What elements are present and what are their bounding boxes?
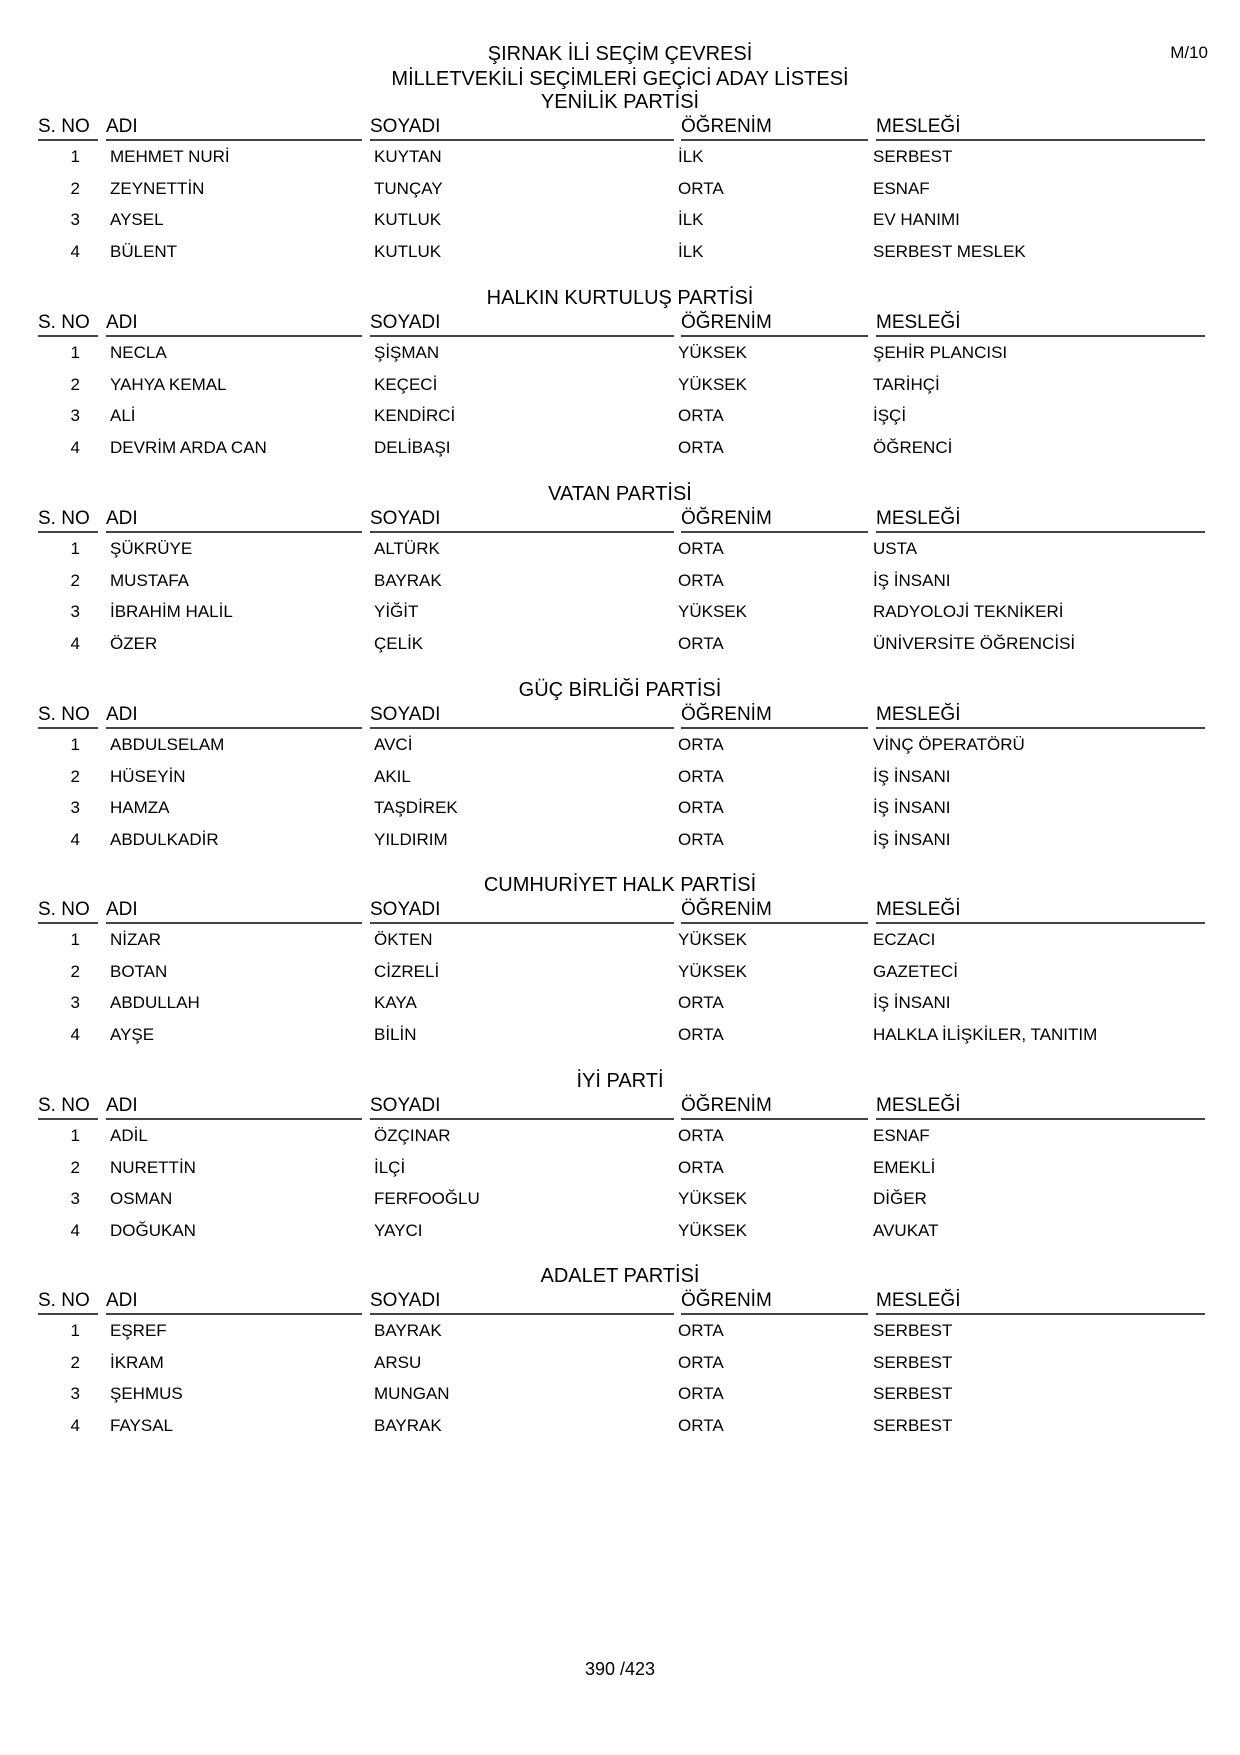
cell-soyadi: KUYTAN [374, 147, 442, 166]
cell-ogrenim: ORTA [678, 1126, 724, 1145]
table-header [38, 1094, 1205, 1120]
table-row [38, 824, 1205, 856]
cell-soyadi: KAYA [374, 993, 417, 1012]
cell-ogrenim: İLK [678, 241, 704, 261]
page-separator: / [614, 1659, 625, 1679]
cell-adi: EŞREF [110, 1321, 167, 1340]
cell-sno: 1 [70, 343, 80, 362]
cell-soyadi: KEÇECİ [374, 374, 438, 394]
cell-adi: İBRAHİM HALİL [110, 602, 233, 621]
table-row [38, 596, 1205, 628]
cell-adi: İKRAM [110, 1352, 164, 1372]
header-sno: S. NO [38, 507, 98, 533]
table-header [38, 898, 1205, 924]
table-row [38, 792, 1205, 824]
cell-ogrenim: ORTA [678, 1384, 724, 1403]
cell-ogrenim: ORTA [678, 633, 724, 653]
header-meslegi: MESLEĞİ [876, 703, 1205, 729]
cell-ogrenim: İLK [678, 147, 704, 166]
cell-soyadi: KUTLUK [374, 210, 442, 229]
cell-meslegi: İŞ İNSANI [873, 993, 951, 1012]
cell-adi: ADİL [110, 1126, 148, 1145]
cell-soyadi: ALTÜRK [374, 539, 440, 558]
cell-soyadi: YİĞİT [374, 602, 419, 621]
cell-soyadi: ÖKTEN [374, 930, 433, 949]
cell-soyadi: TUNÇAY [374, 178, 443, 198]
cell-sno: 2 [70, 178, 80, 198]
header-ogrenim: ÖĞRENİM [681, 311, 868, 337]
table-row [38, 533, 1205, 565]
table-header [38, 703, 1205, 729]
cell-soyadi: AKIL [374, 766, 411, 786]
cell-sno: 1 [70, 1321, 80, 1340]
cell-meslegi: ŞEHİR PLANCISI [873, 343, 1008, 362]
cell-meslegi: EMEKLİ [873, 1157, 936, 1177]
cell-adi: AYŞE [110, 1024, 155, 1044]
cell-meslegi: İŞ İNSANI [873, 798, 951, 817]
cell-adi: MUSTAFA [110, 570, 190, 590]
cell-adi: ABDULLAH [110, 993, 200, 1012]
header-soyadi: SOYADI [370, 311, 674, 337]
cell-ogrenim: ORTA [678, 1415, 724, 1435]
party-name: ADALET PARTİSİ [540, 1265, 700, 1287]
party-section [38, 89, 1205, 267]
cell-soyadi: AVCİ [374, 735, 413, 754]
cell-adi: ABDULKADİR [110, 829, 219, 849]
cell-sno: 3 [70, 602, 80, 621]
cell-meslegi: EV HANIMI [873, 210, 960, 229]
cell-sno: 4 [70, 1220, 80, 1240]
cell-soyadi: TAŞDİREK [374, 798, 458, 817]
cell-ogrenim: YÜKSEK [678, 1220, 747, 1240]
header-soyadi: SOYADI [370, 115, 674, 141]
cell-ogrenim: ORTA [678, 437, 724, 457]
cell-ogrenim: ORTA [678, 1024, 724, 1044]
header-soyadi: SOYADI [370, 1289, 674, 1315]
cell-ogrenim: ORTA [678, 1157, 724, 1177]
total-pages: 423 [625, 1659, 656, 1679]
cell-soyadi: YILDIRIM [374, 829, 448, 849]
header-soyadi: SOYADI [370, 898, 674, 924]
cell-sno: 3 [70, 1189, 80, 1208]
cell-sno: 1 [70, 539, 80, 558]
cell-adi: NİZAR [110, 930, 161, 949]
party-section [38, 1263, 1205, 1441]
table-row [38, 204, 1205, 236]
page-number: 390 [584, 1659, 615, 1679]
cell-adi: ÖZER [110, 633, 158, 653]
table-row [38, 1183, 1205, 1215]
table-row [38, 141, 1205, 173]
table-row [38, 1215, 1205, 1247]
cell-soyadi: ÖZÇINAR [374, 1126, 451, 1145]
header-adi: ADI [106, 507, 362, 533]
cell-sno: 1 [70, 735, 80, 754]
cell-sno: 2 [70, 570, 80, 590]
cell-meslegi: USTA [873, 539, 918, 558]
cell-ogrenim: ORTA [678, 829, 724, 849]
header-adi: ADI [106, 898, 362, 924]
cell-soyadi: İLÇİ [374, 1157, 406, 1177]
cell-ogrenim: ORTA [678, 1321, 724, 1340]
header-meslegi: MESLEĞİ [876, 898, 1205, 924]
cell-adi: AYSEL [110, 210, 164, 229]
table-row [38, 1019, 1205, 1051]
cell-adi: YAHYA KEMAL [110, 374, 227, 394]
cell-meslegi: ÖĞRENCİ [873, 437, 953, 457]
cell-adi: BÜLENT [110, 241, 178, 261]
cell-adi: FAYSAL [110, 1415, 173, 1435]
table-header [38, 115, 1205, 141]
cell-meslegi: ESNAF [873, 1126, 930, 1145]
cell-meslegi: İŞ İNSANI [873, 829, 951, 849]
cell-soyadi: FERFOOĞLU [374, 1189, 480, 1208]
table-row [38, 1347, 1205, 1379]
party-section [38, 872, 1205, 1050]
header-ogrenim: ÖĞRENİM [681, 898, 868, 924]
cell-sno: 3 [70, 798, 80, 817]
cell-sno: 3 [70, 993, 80, 1012]
header-adi: ADI [106, 115, 362, 141]
cell-soyadi: ÇELİK [374, 633, 424, 653]
cell-sno: 4 [70, 1415, 80, 1435]
page-code: M/10 [1170, 43, 1208, 62]
title-line-2: MİLLETVEKİLİ SEÇİMLERİ GEÇİCİ ADAY LİSTESİ [391, 68, 849, 90]
header-adi: ADI [106, 1094, 362, 1120]
cell-adi: BOTAN [110, 961, 168, 981]
header-sno: S. NO [38, 311, 98, 337]
header-soyadi: SOYADI [370, 1094, 674, 1120]
cell-sno: 1 [70, 930, 80, 949]
cell-ogrenim: ORTA [678, 1352, 724, 1372]
cell-soyadi: YAYCI [374, 1220, 423, 1240]
cell-ogrenim: ORTA [678, 406, 724, 425]
cell-soyadi: BAYRAK [374, 1415, 442, 1435]
document-title [0, 42, 1240, 92]
header-sno: S. NO [38, 115, 98, 141]
header-ogrenim: ÖĞRENİM [681, 1094, 868, 1120]
cell-meslegi: ECZACI [873, 930, 936, 949]
cell-sno: 2 [70, 1352, 80, 1372]
cell-ogrenim: YÜKSEK [678, 930, 747, 949]
party-section [38, 1068, 1205, 1246]
cell-ogrenim: ORTA [678, 993, 724, 1012]
cell-meslegi: İŞ İNSANI [873, 766, 951, 786]
cell-meslegi: SERBEST [873, 147, 953, 166]
cell-soyadi: KUTLUK [374, 241, 442, 261]
cell-adi: ŞÜKRÜYE [110, 539, 193, 558]
header-adi: ADI [106, 311, 362, 337]
cell-sno: 3 [70, 210, 80, 229]
header-sno: S. NO [38, 703, 98, 729]
cell-soyadi: BAYRAK [374, 1321, 442, 1340]
table-header [38, 507, 1205, 533]
cell-ogrenim: ORTA [678, 735, 724, 754]
cell-meslegi: ESNAF [873, 178, 930, 198]
cell-adi: OSMAN [110, 1189, 173, 1208]
cell-ogrenim: YÜKSEK [678, 602, 747, 621]
cell-sno: 2 [70, 374, 80, 394]
table-row [38, 1152, 1205, 1184]
cell-meslegi: SERBEST [873, 1321, 953, 1340]
cell-sno: 4 [70, 437, 80, 457]
header-meslegi: MESLEĞİ [876, 507, 1205, 533]
cell-soyadi: BAYRAK [374, 570, 442, 590]
party-section [38, 285, 1205, 463]
cell-ogrenim: YÜKSEK [678, 374, 747, 394]
cell-ogrenim: İLK [678, 210, 704, 229]
header-adi: ADI [106, 703, 362, 729]
header-meslegi: MESLEĞİ [876, 115, 1205, 141]
cell-soyadi: CİZRELİ [374, 961, 440, 981]
header-meslegi: MESLEĞİ [876, 1289, 1205, 1315]
header-adi: ADI [106, 1289, 362, 1315]
table-row [38, 761, 1205, 793]
cell-adi: MEHMET NURİ [110, 147, 230, 166]
cell-meslegi: AVUKAT [873, 1220, 939, 1240]
table-header [38, 311, 1205, 337]
header-sno: S. NO [38, 1289, 98, 1315]
cell-sno: 3 [70, 1384, 80, 1403]
cell-soyadi: MUNGAN [374, 1384, 450, 1403]
cell-sno: 3 [70, 406, 80, 425]
cell-meslegi: TARİHÇİ [873, 374, 940, 394]
cell-adi: ŞEHMUS [110, 1384, 183, 1403]
party-name: İYİ PARTİ [576, 1070, 664, 1092]
cell-adi: DEVRİM ARDA CAN [110, 437, 267, 457]
cell-ogrenim: YÜKSEK [678, 961, 747, 981]
party-name: GÜÇ BİRLİĞİ PARTİSİ [518, 679, 722, 701]
cell-soyadi: KENDİRCİ [374, 406, 456, 425]
header-soyadi: SOYADI [370, 507, 674, 533]
cell-sno: 1 [70, 1126, 80, 1145]
table-row [38, 565, 1205, 597]
header-sno: S. NO [38, 1094, 98, 1120]
cell-ogrenim: YÜKSEK [678, 343, 747, 362]
header-sno: S. NO [38, 898, 98, 924]
cell-meslegi: ÜNİVERSİTE ÖĞRENCİSİ [873, 633, 1076, 653]
table-row [38, 924, 1205, 956]
cell-meslegi: SERBEST [873, 1415, 953, 1435]
cell-meslegi: HALKLA İLİŞKİLER, TANITIM [873, 1024, 1098, 1044]
cell-adi: NECLA [110, 343, 167, 362]
table-row [38, 400, 1205, 432]
table-row [38, 1378, 1205, 1410]
table-header [38, 1289, 1205, 1315]
cell-ogrenim: YÜKSEK [678, 1189, 747, 1208]
header-ogrenim: ÖĞRENİM [681, 1289, 868, 1315]
table-row [38, 1315, 1205, 1347]
party-section [38, 481, 1205, 659]
cell-adi: HAMZA [110, 798, 170, 817]
cell-sno: 1 [70, 147, 80, 166]
header-soyadi: SOYADI [370, 703, 674, 729]
cell-adi: ZEYNETTİN [110, 178, 205, 198]
cell-ogrenim: ORTA [678, 570, 724, 590]
header-ogrenim: ÖĞRENİM [681, 703, 868, 729]
table-row [38, 236, 1205, 268]
cell-ogrenim: ORTA [678, 798, 724, 817]
party-name: YENİLİK PARTİSİ [540, 91, 700, 113]
cell-soyadi: ARSU [374, 1352, 422, 1372]
cell-sno: 4 [70, 633, 80, 653]
table-row [38, 956, 1205, 988]
header-ogrenim: ÖĞRENİM [681, 115, 868, 141]
cell-meslegi: SERBEST MESLEK [873, 241, 1026, 261]
cell-sno: 2 [70, 961, 80, 981]
table-row [38, 729, 1205, 761]
header-meslegi: MESLEĞİ [876, 311, 1205, 337]
page-footer [0, 1659, 1240, 1680]
cell-meslegi: GAZETECİ [873, 961, 959, 981]
cell-ogrenim: ORTA [678, 539, 724, 558]
cell-adi: NURETTİN [110, 1157, 196, 1177]
table-row [38, 337, 1205, 369]
cell-ogrenim: ORTA [678, 178, 724, 198]
cell-meslegi: VİNÇ ÖPERATÖRÜ [873, 735, 1025, 754]
cell-meslegi: SERBEST [873, 1352, 953, 1372]
cell-meslegi: DİĞER [873, 1189, 927, 1208]
table-row [38, 432, 1205, 464]
cell-ogrenim: ORTA [678, 766, 724, 786]
cell-sno: 4 [70, 1024, 80, 1044]
party-name: HALKIN KURTULUŞ PARTİSİ [486, 287, 754, 309]
cell-meslegi: RADYOLOJİ TEKNİKERİ [873, 602, 1064, 621]
cell-soyadi: DELİBAŞI [374, 437, 451, 457]
table-row [38, 628, 1205, 660]
cell-adi: ALİ [110, 406, 136, 425]
cell-meslegi: İŞÇİ [873, 406, 907, 425]
party-section [38, 677, 1205, 855]
cell-sno: 2 [70, 766, 80, 786]
cell-meslegi: SERBEST [873, 1384, 953, 1403]
cell-adi: DOĞUKAN [110, 1220, 196, 1240]
header-ogrenim: ÖĞRENİM [681, 507, 868, 533]
cell-adi: ABDULSELAM [110, 735, 225, 754]
cell-meslegi: İŞ İNSANI [873, 570, 951, 590]
cell-adi: HÜSEYİN [110, 766, 186, 786]
cell-sno: 4 [70, 241, 80, 261]
table-row [38, 1120, 1205, 1152]
table-row [38, 369, 1205, 401]
cell-sno: 4 [70, 829, 80, 849]
title-line-1: ŞIRNAK İLİ SEÇİM ÇEVRESİ [487, 43, 753, 65]
cell-sno: 2 [70, 1157, 80, 1177]
cell-soyadi: ŞİŞMAN [374, 343, 440, 362]
party-name: CUMHURİYET HALK PARTİSİ [483, 874, 757, 896]
table-row [38, 987, 1205, 1019]
party-name: VATAN PARTİSİ [548, 483, 692, 505]
cell-soyadi: BİLİN [374, 1024, 417, 1044]
header-meslegi: MESLEĞİ [876, 1094, 1205, 1120]
table-row [38, 1410, 1205, 1442]
table-row [38, 173, 1205, 205]
